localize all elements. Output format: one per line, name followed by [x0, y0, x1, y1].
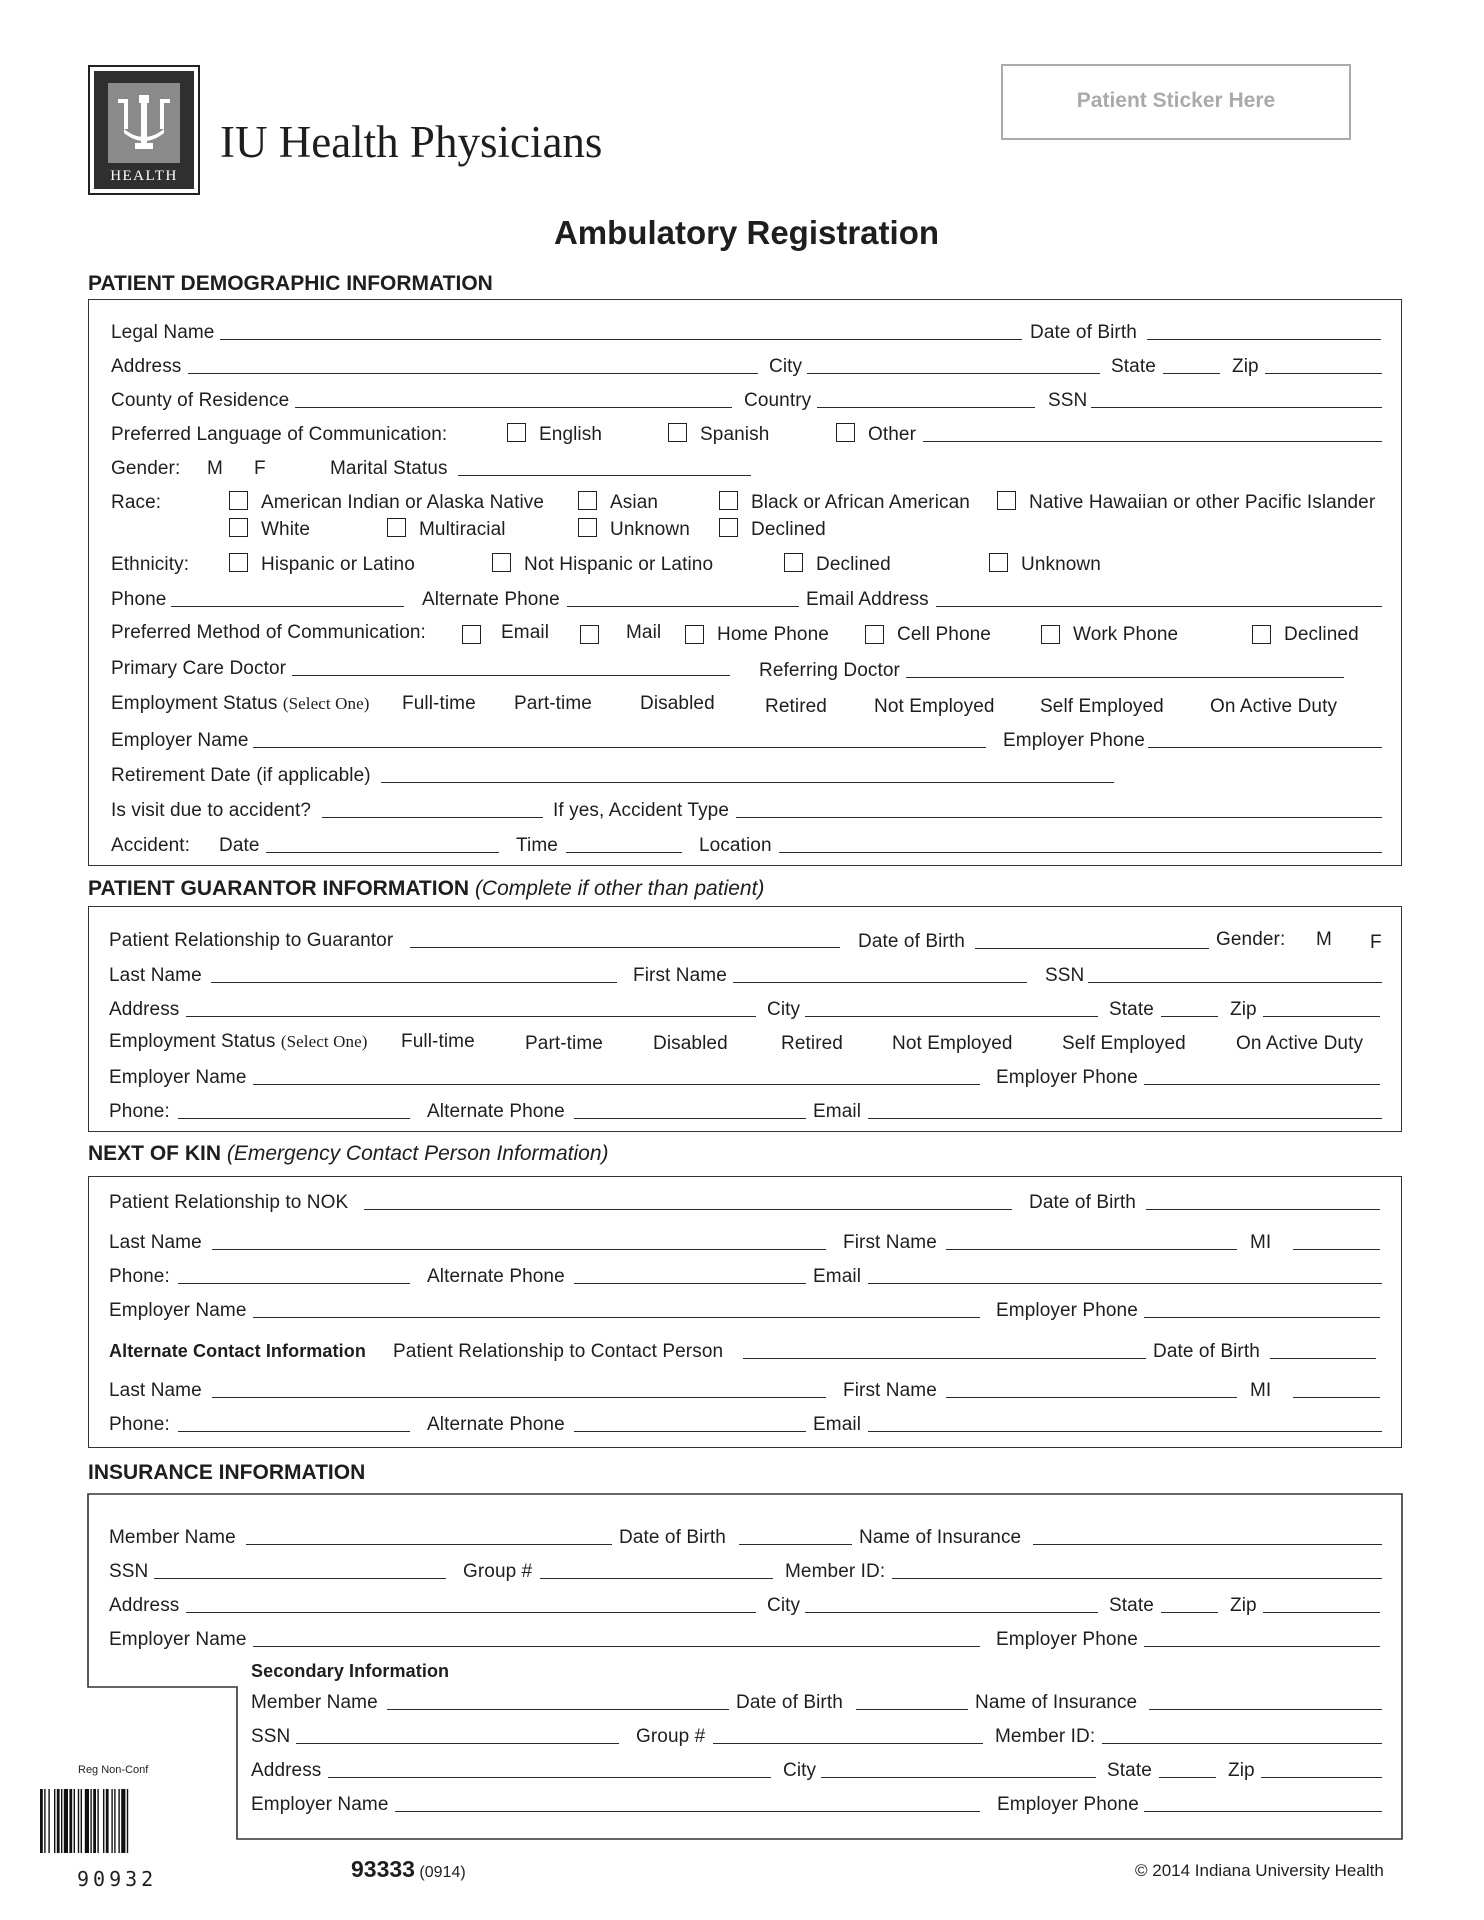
s-address-field[interactable] [328, 1777, 771, 1778]
retirement-label: Retirement Date (if applicable) [111, 765, 371, 786]
emp-parttime[interactable]: Part-time [514, 693, 592, 714]
barcode-bar [54, 1789, 55, 1853]
accident-q-label: Is visit due to accident? [111, 800, 311, 821]
g-zip-field[interactable] [1263, 1016, 1380, 1017]
accident-date-label: Date [219, 835, 260, 856]
race-declined-label: Declined [751, 519, 826, 540]
s-zip-field[interactable] [1261, 1777, 1382, 1778]
alt-relationship-field[interactable] [743, 1358, 1146, 1359]
ethnicity-label: Ethnicity: [111, 554, 190, 575]
accident-type-label: If yes, Accident Type [553, 800, 730, 821]
trident-icon [108, 83, 180, 163]
ins-employer-phone-label: Employer Phone [996, 1629, 1138, 1650]
spanish-label: Spanish [700, 424, 770, 445]
ins-employer-phone-field[interactable] [1144, 1646, 1380, 1647]
s-ssn-field[interactable] [296, 1743, 619, 1744]
gender-label: Gender: [111, 458, 181, 479]
g-zip-label: Zip [1230, 999, 1257, 1020]
form-number: 93333 (0914) [351, 1856, 466, 1882]
accident-label: Accident: [111, 835, 191, 856]
g-emp-disabled[interactable]: Disabled [653, 1033, 728, 1054]
g-relationship-field[interactable] [410, 947, 840, 948]
english-label: English [539, 424, 603, 445]
alt-mi-field[interactable] [1293, 1397, 1380, 1398]
marital-field[interactable] [458, 475, 751, 476]
nok-phone-field[interactable] [178, 1283, 410, 1284]
g-employer-name-label: Employer Name [109, 1067, 247, 1088]
race-american-indian-checkbox[interactable] [229, 491, 248, 510]
ethnicity-not-hispanic-checkbox[interactable] [492, 553, 511, 572]
barcode-bar [48, 1789, 49, 1853]
alt-last-name-field[interactable] [212, 1397, 826, 1398]
accident-q-field[interactable] [322, 817, 543, 818]
alt-phone-label: Alternate Phone [422, 589, 560, 610]
g-email-field[interactable] [868, 1118, 1382, 1119]
email-address-label: Email Address [806, 589, 929, 610]
alt-email-label: Email [813, 1414, 862, 1435]
ethnicity-unknown-checkbox[interactable] [989, 553, 1008, 572]
race-multiracial-label: Multiracial [419, 519, 506, 540]
g-last-name-field[interactable] [211, 982, 617, 983]
select-one-note: (Select One) [282, 694, 370, 713]
s-ins-name-label: Name of Insurance [975, 1692, 1138, 1713]
barcode [40, 1789, 160, 1853]
zip-field[interactable] [1265, 373, 1382, 374]
g-phone-field[interactable] [178, 1118, 410, 1119]
g-ssn-field[interactable] [1088, 982, 1382, 983]
g-address-field[interactable] [186, 1016, 756, 1017]
g-gender-label: Gender: [1216, 929, 1286, 950]
barcode-bar [64, 1789, 68, 1853]
race-american-indian-label: American Indian or Alaska Native [261, 492, 545, 513]
ins-address-field[interactable] [186, 1612, 756, 1613]
ins-state-field[interactable] [1161, 1612, 1218, 1613]
g-phone-label: Phone: [109, 1101, 170, 1122]
marital-label: Marital Status [330, 458, 448, 479]
nok-mi-field[interactable] [1293, 1249, 1380, 1250]
comm-cell-phone-label: Cell Phone [897, 624, 991, 645]
ethnicity-hispanic-checkbox[interactable] [229, 553, 248, 572]
ins-name-label: Name of Insurance [859, 1527, 1022, 1548]
g-last-name-label: Last Name [109, 965, 202, 986]
country-label: Country [744, 390, 812, 411]
ins-address-label: Address [109, 1595, 180, 1616]
g-employer-phone-field[interactable] [1144, 1084, 1380, 1085]
ins-ssn-label: SSN [109, 1561, 149, 1582]
ssn-field[interactable] [1091, 407, 1382, 408]
employer-phone-field[interactable] [1148, 747, 1382, 748]
reg-non-conf: Reg Non-Conf [78, 1764, 149, 1776]
s-group-label: Group # [636, 1726, 706, 1747]
nok-dob-label: Date of Birth [1029, 1192, 1136, 1213]
accident-location-label: Location [699, 835, 772, 856]
nok-subtitle: (Emergency Contact Person Information) [226, 1142, 609, 1165]
barcode-bar [85, 1789, 89, 1853]
city-label: City [769, 356, 803, 377]
barcode-bar [97, 1789, 98, 1853]
barcode-bar [61, 1789, 62, 1853]
alt-relationship-label: Patient Relationship to Contact Person [393, 1341, 724, 1362]
emp-not-employed[interactable]: Not Employed [874, 696, 995, 717]
employer-name-label: Employer Name [111, 730, 249, 751]
legal-name-label: Legal Name [111, 322, 215, 343]
insurance-title: INSURANCE INFORMATION [88, 1461, 366, 1484]
g-first-name-label: First Name [633, 965, 727, 986]
race-hawaiian-label: Native Hawaiian or other Pacific Islander [1029, 492, 1376, 513]
barcode-bar [106, 1789, 109, 1853]
ins-member-id-label: Member ID: [785, 1561, 886, 1582]
nok-last-name-field[interactable] [212, 1249, 826, 1250]
phone-label: Phone [111, 589, 167, 610]
alt-email-field[interactable] [868, 1431, 1382, 1432]
emp-retired[interactable]: Retired [765, 696, 827, 717]
demographic-title: PATIENT DEMOGRAPHIC INFORMATION [88, 272, 493, 295]
city-field[interactable] [807, 373, 1100, 374]
comm-method-label: Preferred Method of Communication: [111, 622, 426, 643]
barcode-bar [127, 1789, 128, 1853]
race-declined-checkbox[interactable] [719, 518, 738, 537]
ins-group-field[interactable] [540, 1578, 773, 1579]
guarantor-title: PATIENT GUARANTOR INFORMATION (Complete if other than patient) [88, 877, 765, 900]
ethnicity-not-hispanic-label: Not Hispanic or Latino [524, 554, 714, 575]
alt-contact-title: Alternate Contact Information [109, 1341, 366, 1361]
state-label: State [1111, 356, 1156, 377]
ins-city-label: City [767, 1595, 801, 1616]
g-emp-self-employed[interactable]: Self Employed [1062, 1033, 1186, 1054]
barcode-bar [118, 1789, 119, 1853]
barcode-bar [103, 1789, 104, 1853]
alt-alt-phone-field[interactable] [574, 1431, 806, 1432]
race-label: Race: [111, 492, 162, 513]
s-employer-phone-label: Employer Phone [997, 1794, 1139, 1815]
g-alt-phone-label: Alternate Phone [427, 1101, 565, 1122]
english-checkbox[interactable] [507, 423, 526, 442]
barcode-bar [40, 1789, 43, 1853]
s-dob-field[interactable] [856, 1709, 968, 1710]
alt-last-name-label: Last Name [109, 1380, 202, 1401]
comm-mail-label: Mail [626, 622, 662, 643]
g-dob-label: Date of Birth [858, 931, 965, 952]
race-asian-checkbox[interactable] [578, 491, 597, 510]
race-white-label: White [261, 519, 311, 540]
emp-active-duty[interactable]: On Active Duty [1210, 696, 1338, 717]
g-state-label: State [1109, 999, 1154, 1020]
accident-location-field[interactable] [779, 852, 1382, 853]
g-relationship-label: Patient Relationship to Guarantor [109, 930, 394, 951]
g-city-field[interactable] [805, 1016, 1098, 1017]
barcode-bar [93, 1789, 96, 1853]
ethnicity-unknown-label: Unknown [1021, 554, 1101, 575]
referring-label: Referring Doctor [759, 660, 900, 681]
barcode-bar [69, 1789, 72, 1853]
s-ins-name-field[interactable] [1149, 1709, 1382, 1710]
ethnicity-hispanic-label: Hispanic or Latino [261, 554, 415, 575]
country-field[interactable] [817, 407, 1035, 408]
g-emp-retired[interactable]: Retired [781, 1033, 843, 1054]
alt-mi-label: MI [1250, 1380, 1272, 1401]
employer-name-field[interactable] [253, 747, 986, 748]
other-language-label: Other [868, 424, 917, 445]
s-zip-label: Zip [1228, 1760, 1255, 1781]
barcode-bar [81, 1789, 82, 1853]
accident-date-field[interactable] [266, 852, 499, 853]
race-black-checkbox[interactable] [719, 491, 738, 510]
s-state-label: State [1107, 1760, 1152, 1781]
ins-member-name-field[interactable] [246, 1544, 612, 1545]
nok-alt-phone-label: Alternate Phone [427, 1266, 565, 1287]
county-label: County of Residence [111, 390, 290, 411]
race-unknown-checkbox[interactable] [578, 518, 597, 537]
nok-title: NEXT OF KIN (Emergency Contact Person Information) [88, 1142, 609, 1165]
g-alt-phone-field[interactable] [574, 1118, 806, 1119]
comm-cell-phone-checkbox[interactable] [865, 625, 884, 644]
race-black-label: Black or African American [751, 492, 970, 513]
alt-dob-field[interactable] [1270, 1358, 1376, 1359]
g-ssn-label: SSN [1045, 965, 1085, 986]
nok-relationship-label: Patient Relationship to NOK [109, 1192, 349, 1213]
ethnicity-declined-checkbox[interactable] [784, 553, 803, 572]
alt-phone-field[interactable] [178, 1431, 410, 1432]
s-city-field[interactable] [821, 1777, 1096, 1778]
comm-work-phone-label: Work Phone [1073, 624, 1179, 645]
form-title: Ambulatory Registration [553, 214, 940, 251]
g-city-label: City [767, 999, 801, 1020]
s-address-label: Address [251, 1760, 322, 1781]
ins-name-field[interactable] [1033, 1544, 1382, 1545]
address-label: Address [111, 356, 182, 377]
gender-m[interactable]: M [207, 458, 223, 479]
gender-f[interactable]: F [254, 458, 266, 479]
barcode-bar [121, 1789, 125, 1853]
nok-employer-phone-label: Employer Phone [996, 1300, 1138, 1321]
s-dob-label: Date of Birth [736, 1692, 843, 1713]
s-member-name-field[interactable] [387, 1709, 729, 1710]
s-state-field[interactable] [1159, 1777, 1216, 1778]
g-emp-parttime[interactable]: Part-time [525, 1033, 603, 1054]
comm-declined-checkbox[interactable] [1252, 625, 1271, 644]
s-employer-name-field[interactable] [395, 1811, 980, 1812]
language-label: Preferred Language of Communication: [111, 424, 448, 445]
s-member-name-label: Member Name [251, 1692, 378, 1713]
nok-last-name-label: Last Name [109, 1232, 202, 1253]
other-language-checkbox[interactable] [836, 423, 855, 442]
s-member-id-label: Member ID: [995, 1726, 1096, 1747]
copyright: © 2014 Indiana University Health [1135, 1861, 1384, 1880]
ins-dob-field[interactable] [739, 1544, 852, 1545]
dob-field[interactable] [1147, 339, 1381, 340]
ins-city-field[interactable] [805, 1612, 1098, 1613]
s-city-label: City [783, 1760, 817, 1781]
g-emp-active-duty[interactable]: On Active Duty [1236, 1033, 1364, 1054]
alt-dob-label: Date of Birth [1153, 1341, 1260, 1362]
g-employment-label: Employment Status (Select One) [109, 1031, 368, 1052]
zip-label: Zip [1232, 356, 1259, 377]
ins-state-label: State [1109, 1595, 1154, 1616]
state-field[interactable] [1163, 373, 1220, 374]
nok-employer-phone-field[interactable] [1144, 1317, 1380, 1318]
emp-self-employed[interactable]: Self Employed [1040, 696, 1164, 717]
s-group-field[interactable] [713, 1743, 983, 1744]
nok-email-field[interactable] [868, 1283, 1382, 1284]
accident-time-label: Time [516, 835, 558, 856]
g-first-name-field[interactable] [733, 982, 1027, 983]
g-gender-m[interactable]: M [1316, 929, 1332, 950]
secondary-title: Secondary Information [251, 1661, 450, 1681]
alt-first-name-label: First Name [843, 1380, 937, 1401]
race-hawaiian-checkbox[interactable] [997, 491, 1016, 510]
g-employer-name-field[interactable] [253, 1084, 980, 1085]
race-multiracial-checkbox[interactable] [387, 518, 406, 537]
comm-email-label: Email [501, 622, 550, 643]
comm-home-phone-label: Home Phone [717, 624, 829, 645]
g-select-one-note: (Select One) [280, 1032, 368, 1051]
race-white-checkbox[interactable] [229, 518, 248, 537]
emp-disabled[interactable]: Disabled [640, 693, 715, 714]
g-email-label: Email [813, 1101, 862, 1122]
comm-work-phone-checkbox[interactable] [1041, 625, 1060, 644]
emp-fulltime[interactable]: Full-time [402, 693, 476, 714]
s-ssn-label: SSN [251, 1726, 291, 1747]
referring-field[interactable] [906, 677, 1344, 678]
email-address-field[interactable] [936, 606, 1382, 607]
barcode-bar [114, 1789, 115, 1853]
g-emp-fulltime[interactable]: Full-time [401, 1031, 475, 1052]
phone-field[interactable] [171, 606, 404, 607]
alt-phone-field[interactable] [567, 606, 799, 607]
pcp-field[interactable] [292, 675, 730, 676]
comm-mail-checkbox[interactable] [580, 625, 599, 644]
nok-employer-name-field[interactable] [253, 1317, 980, 1318]
nok-first-name-label: First Name [843, 1232, 937, 1253]
g-dob-field[interactable] [975, 948, 1209, 949]
employment-label: Employment Status (Select One) [111, 693, 370, 714]
g-address-label: Address [109, 999, 180, 1020]
accident-type-field[interactable] [736, 817, 1382, 818]
ins-member-id-field[interactable] [892, 1578, 1382, 1579]
nok-alt-phone-field[interactable] [574, 1283, 806, 1284]
ins-employer-name-field[interactable] [253, 1646, 980, 1647]
nok-mi-label: MI [1250, 1232, 1272, 1253]
guarantor-subtitle: (Complete if other than patient) [474, 877, 765, 900]
g-employer-phone-label: Employer Phone [996, 1067, 1138, 1088]
nok-email-label: Email [813, 1266, 862, 1287]
nok-phone-label: Phone: [109, 1266, 170, 1287]
county-field[interactable] [295, 407, 732, 408]
dob-label: Date of Birth [1030, 322, 1137, 343]
nok-section [88, 1176, 1402, 1448]
barcode-bar [57, 1789, 60, 1853]
address-field[interactable] [188, 373, 758, 374]
nok-first-name-field[interactable] [946, 1249, 1237, 1250]
nok-relationship-field[interactable] [364, 1209, 1012, 1210]
ins-employer-name-label: Employer Name [109, 1629, 247, 1650]
barcode-bar [78, 1789, 79, 1853]
s-member-id-field[interactable] [1102, 1743, 1382, 1744]
race-asian-label: Asian [610, 492, 659, 513]
ins-dob-label: Date of Birth [619, 1527, 726, 1548]
s-employer-phone-field[interactable] [1144, 1811, 1382, 1812]
alt-phone-label: Phone: [109, 1414, 170, 1435]
race-unknown-label: Unknown [610, 519, 690, 540]
ssn-label: SSN [1048, 390, 1088, 411]
comm-home-phone-checkbox[interactable] [685, 625, 704, 644]
patient-sticker-box: Patient Sticker Here [1001, 64, 1351, 140]
ethnicity-declined-label: Declined [816, 554, 891, 575]
barcode-bar [90, 1789, 91, 1853]
barcode-bar [44, 1789, 45, 1853]
legal-name-field[interactable] [220, 339, 1022, 340]
alt-first-name-field[interactable] [946, 1397, 1237, 1398]
nok-employer-name-label: Employer Name [109, 1300, 247, 1321]
barcode-bar [111, 1789, 112, 1853]
other-language-field[interactable] [923, 441, 1382, 442]
ins-zip-field[interactable] [1263, 1612, 1380, 1613]
g-gender-f[interactable]: F [1370, 932, 1382, 953]
spanish-checkbox[interactable] [668, 423, 687, 442]
comm-email-checkbox[interactable] [462, 625, 481, 644]
accident-time-field[interactable] [566, 852, 682, 853]
ins-ssn-field[interactable] [154, 1578, 446, 1579]
s-employer-name-label: Employer Name [251, 1794, 389, 1815]
g-emp-not-employed[interactable]: Not Employed [892, 1033, 1013, 1054]
alt-alt-phone-label: Alternate Phone [427, 1414, 565, 1435]
barcode-bar [74, 1789, 75, 1853]
retirement-field[interactable] [381, 782, 1114, 783]
barcode-number: 90932 [77, 1867, 158, 1891]
ins-zip-label: Zip [1230, 1595, 1257, 1616]
employer-phone-label: Employer Phone [1003, 730, 1145, 751]
form-revision: (0914) [419, 1864, 466, 1881]
logo: HEALTH [88, 65, 200, 195]
ins-member-name-label: Member Name [109, 1527, 236, 1548]
pcp-label: Primary Care Doctor [111, 658, 287, 679]
org-name: IU Health Physicians [220, 117, 603, 167]
nok-dob-field[interactable] [1146, 1209, 1380, 1210]
ins-group-label: Group # [463, 1561, 533, 1582]
comm-declined-label: Declined [1284, 624, 1359, 645]
g-state-field[interactable] [1161, 1016, 1218, 1017]
